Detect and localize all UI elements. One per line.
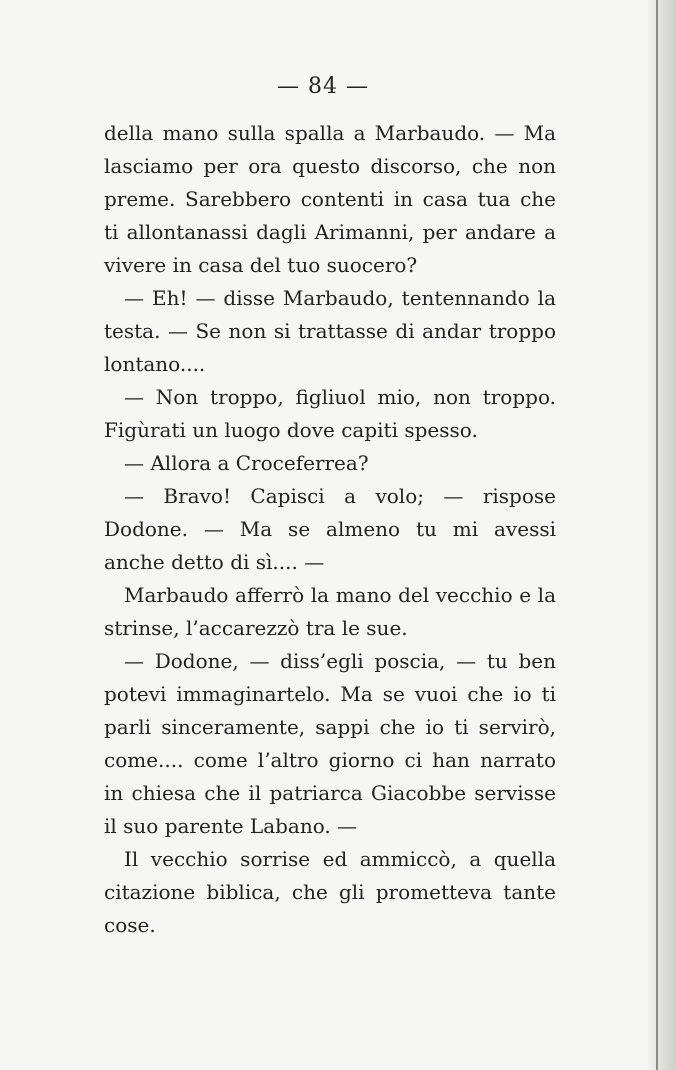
paragraph-8: Il vecchio sorrise ed ammiccò, a quella citazione biblica, che gli prometteva tante cose.: [104, 847, 556, 937]
page-edge: [648, 0, 676, 1070]
paragraph-1: della mano sulla spalla a Marbaudo. — Ma lasciamo per ora questo discorso, che non preme. Sarebbero contenti in casa tua che ti allontanassi dagli Arimanni, per andare a vivere in casa del tuo suocero?: [104, 121, 556, 277]
paragraph-3: — Non troppo, figliuol mio, non troppo. Figùrati un luogo dove capiti spesso.: [104, 385, 556, 442]
paragraph-7: — Dodone, — diss’egli poscia, — tu ben potevi immaginartelo. Ma se vuoi che io ti parli sinceramente, sappi che io ti servirò, come.... come l’altro giorno ci han narrato in chiesa che il patriarca Giacobbe servisse il suo parente Labano. —: [104, 649, 556, 838]
paragraph-5: — Bravo! Capisci a volo; — rispose Dodone. — Ma se almeno tu mi avessi anche detto di sì.... —: [104, 484, 556, 574]
paragraph-4: — Allora a Croceferrea?: [124, 451, 369, 475]
page-number: — 84 —: [277, 74, 369, 99]
text-block: [104, 117, 556, 942]
binding-line: [656, 0, 658, 1070]
paragraph-6: Marbaudo afferrò la mano del vecchio e la strinse, l’accarezzò tra le sue.: [104, 583, 556, 640]
paragraph-2: — Eh! — disse Marbaudo, tentennando la testa. — Se non si trattasse di andar troppo lontano....: [104, 286, 556, 376]
